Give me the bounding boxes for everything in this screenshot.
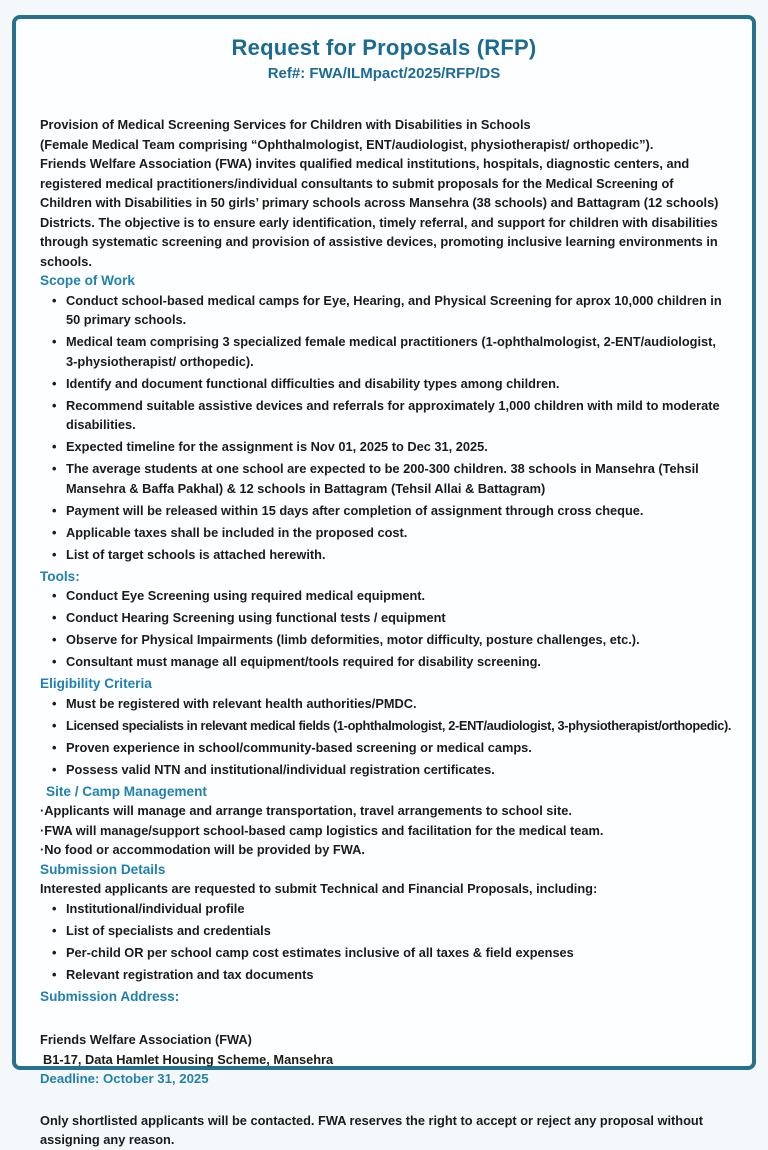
list-item: • Proven experience in school/community-based screening or medical camps. (40, 738, 728, 758)
rfp-document-card (12, 15, 756, 1147)
tools-list (40, 586, 728, 672)
section-heading-eligibility: Eligibility Criteria (40, 676, 152, 691)
site-camp-line: ·Applicants will manage and arrange transportation, travel arrangements to school site. (40, 803, 572, 818)
section-heading-scope-of-work: Scope of Work (40, 273, 135, 288)
list-item: • The average students at one school are expected to be 200-300 children. 38 schools in Mansehra (Tehsil Mansehra & Baffa Pakhal) & 12 schools in Battagram (Tehsil Allai & Battagram) (40, 459, 728, 498)
list-item: • Consultant must manage all equipment/tools required for disability screening. (40, 652, 728, 672)
list-item: • Possess valid NTN and institutional/individual registration certificates. (40, 760, 728, 780)
submission-details-lead: Interested applicants are requested to submit Technical and Financial Proposals, including: (40, 881, 598, 896)
list-item: • List of specialists and credentials (40, 921, 728, 941)
section-heading-site-camp: Site / Camp Management (46, 783, 207, 799)
reference-number: Ref#: FWA/ILMpact/2025/RFP/DS (267, 65, 501, 82)
list-item: • Licensed specialists in relevant medical fields (1-ophthalmologist, 2-ENT/audiologist, 3-physiotherapist/orthopedic). (40, 716, 728, 736)
list-item: • Observe for Physical Impairments (limb deformities, motor difficulty, posture challenges, etc.). (40, 630, 728, 650)
footer-note: Only shortlisted applicants will be contacted. FWA reserves the right to accept or reject any proposal without assigning any reason. (40, 1112, 703, 1147)
scope-of-work-list (40, 291, 728, 565)
list-item: • Conduct school-based medical camps for Eye, Hearing, and Physical Screening for aprox 10,000 children in 50 primary schools. (40, 291, 728, 330)
list-item: • Expected timeline for the assignment is Nov 01, 2025 to Dec 31, 2025. (40, 437, 728, 457)
list-item: • Payment will be released within 15 days after completion of assignment through cross cheque. (40, 501, 728, 521)
list-item: • Relevant registration and tax documents (40, 965, 728, 985)
list-item: • Conduct Eye Screening using required medical equipment. (40, 586, 728, 606)
list-item: • Institutional/individual profile (40, 899, 728, 919)
list-item: • Medical team comprising 3 specialized female medical practitioners (1-ophthalmologist, 2-ENT/audiologist, 3-physiotherapist/ orthopedic). (40, 332, 728, 371)
intro-paragraph: Friends Welfare Association (FWA) invites qualified medical institutions, hospitals, diagnostic centers, and registered medical practitioners/individual consultants to submit proposals for the Medical Screening of Children with Disabilities in 50 girls’ primary schools across Mansehra (38 schools) and Battagram (12 schools) Districts. The objective is to ensure early identification, timely referral, and support for children with disabilities through systematic screening and provision of assistive devices, promoting inclusive learning environments in schools. (40, 156, 719, 269)
organization-address: B1-17, Data Hamlet Housing Scheme, Mansehra (43, 1051, 334, 1067)
list-item: • Per-child OR per school camp cost estimates inclusive of all taxes & field expenses (40, 943, 728, 963)
list-item: • Conduct Hearing Screening using functional tests / equipment (40, 608, 728, 628)
list-item: • Identify and document functional difficulties and disability types among children. (40, 374, 728, 394)
section-heading-tools: Tools: (40, 568, 80, 584)
intro-subheading-line: (Female Medical Team comprising “Ophthalmologist, ENT/audiologist, physiotherapist/ orthopedic”). (40, 136, 654, 152)
site-camp-line: ·FWA will manage/support school-based camp logistics and facilitation for the medical team. (40, 822, 604, 838)
site-camp-lines (40, 801, 728, 860)
eligibility-list (40, 694, 732, 780)
list-item: • Recommend suitable assistive devices and referrals for approximately 1,000 children with mild to moderate disabilities. (40, 396, 728, 435)
list-item: • Must be registered with relevant health authorities/PMDC. (40, 694, 728, 714)
submission-details-list (40, 899, 728, 985)
section-heading-submission-details: Submission Details (40, 861, 166, 877)
list-item: • List of target schools is attached herewith. (40, 545, 728, 565)
organization-name: Friends Welfare Association (FWA) (40, 1032, 252, 1047)
intro-section (40, 115, 728, 271)
submission-address-block (40, 1030, 728, 1089)
section-heading-submission-address: Submission Address: (40, 988, 180, 1004)
intro-heading-line: Provision of Medical Screening Services for Children with Disabilities in Schools (40, 117, 531, 132)
list-item: • Applicable taxes shall be included in the proposed cost. (40, 523, 728, 543)
page-title: Request for Proposals (RFP) (231, 35, 537, 60)
deadline-text: Deadline: October 31, 2025 (40, 1071, 209, 1086)
site-camp-line: ·No food or accommodation will be provided by FWA. (40, 842, 365, 857)
